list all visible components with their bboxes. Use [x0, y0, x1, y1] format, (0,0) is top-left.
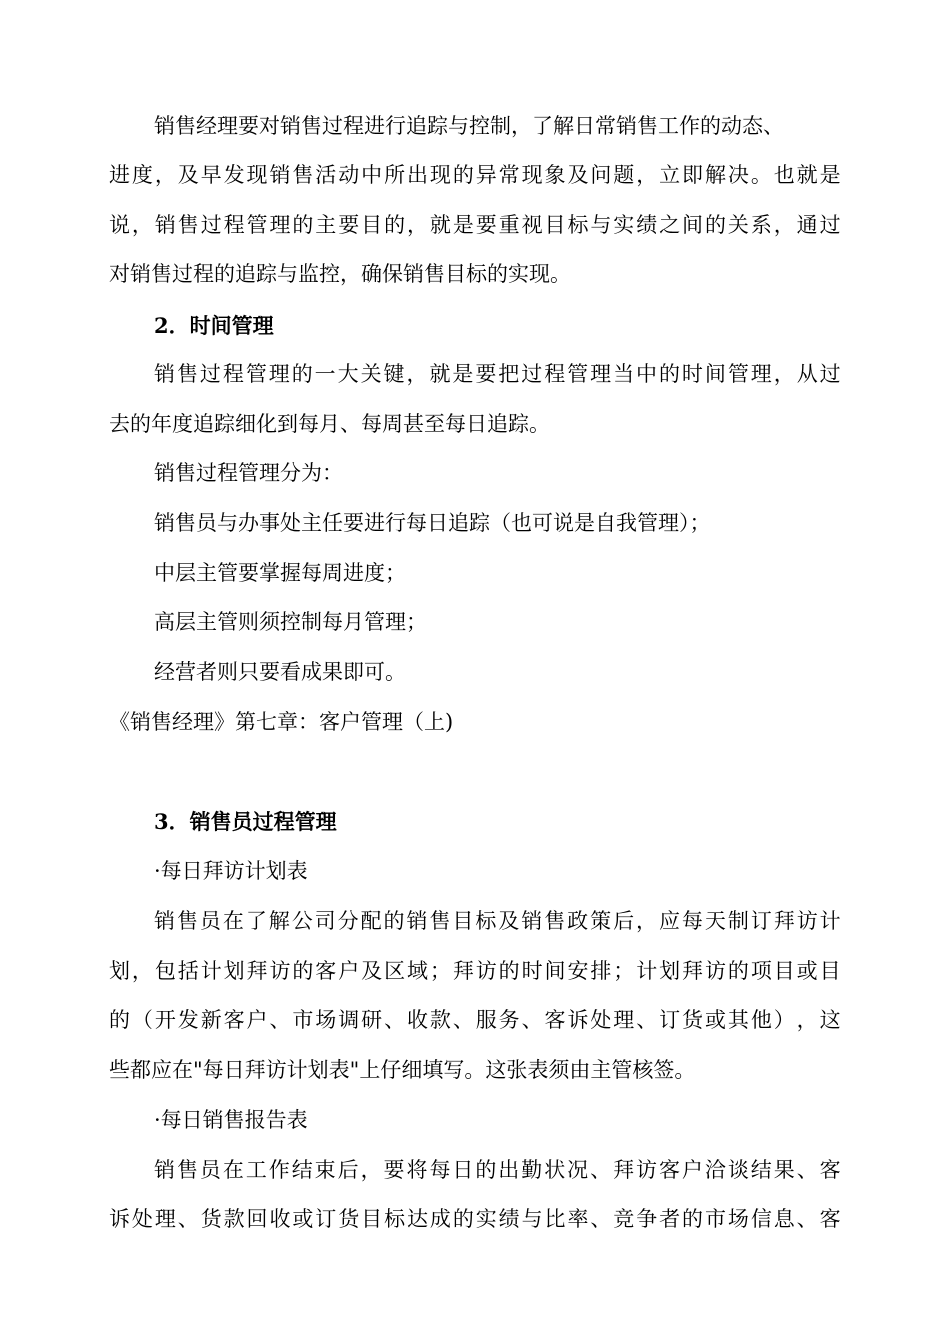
list-item: 经营者则只要看成果即可。	[154, 660, 406, 684]
list-intro: 销售过程管理分为：	[154, 461, 343, 485]
paragraph-3-line-3: 的 （ 开 发 新 客 户 、 市 场 调 研 、 收 款 、 服 务 、 客 诉 处 理 、 订 货 或 其 他 ） ， 这	[109, 1008, 841, 1032]
paragraph-4-line-1: 销 售 员 在 工 作 结 束 后 ， 要 将 每 日 的 出 勤 状 况 、 拜 访 客 户 洽 谈 结 果 、 客	[154, 1158, 841, 1182]
paragraph-3-line-4: 些都应在"每日拜访计划表"上仔细填写。这张表须由主管核签。	[109, 1058, 696, 1082]
bullet-daily-sales-report: ·每日销售报告表	[154, 1108, 308, 1132]
list-item: 高层主管则须控制每月管理；	[154, 610, 427, 634]
paragraph-2-line-1: 销 售 过 程 管 理 的 一 大 关 键 ， 就 是 要 把 过 程 管 理 当 中 的 时 间 管 理 ， 从 过	[154, 362, 841, 386]
paragraph-1-line-4: 对销售过程的追踪与监控，确保销售目标的实现。	[109, 262, 571, 286]
paragraph-1-line-1: 销售经理要对销售过程进行追踪与控制，了解日常销售工作的动态、	[154, 114, 784, 138]
paragraph-3-line-1: 销 售 员 在 了 解 公 司 分 配 的 销 售 目 标 及 销 售 政 策 后 ， 应 每 天 制 订 拜 访 计	[154, 909, 841, 933]
section-heading-salesperson-process: 3．销售员过程管理	[154, 809, 337, 834]
chapter-title: 《销售经理》第七章：客户管理（上)	[109, 710, 454, 734]
paragraph-3-line-2: 划 ， 包 括 计 划 拜 访 的 客 户 及 区 域 ； 拜 访 的 时 间 安 排 ； 计 划 拜 访 的 项 目 或 目	[109, 959, 841, 983]
paragraph-4-line-2: 诉 处 理 、 货 款 回 收 或 订 货 目 标 达 成 的 实 绩 与 比 率 、 竞 争 者 的 市 场 信 息 、 客	[109, 1207, 841, 1231]
paragraph-1-line-3: 说 ， 销 售 过 程 管 理 的 主 要 目 的 ， 就 是 要 重 视 目 标 与 实 绩 之 间 的 关 系 ， 通 过	[109, 213, 841, 237]
paragraph-1-line-2: 进 度 ， 及 早 发 现 销 售 活 动 中 所 出 现 的 异 常 现 象 及 问 题 ， 立 即 解 决 。 也 就 是	[109, 163, 841, 187]
section-heading-time-management: 2．时间管理	[154, 313, 274, 338]
list-item: 中层主管要掌握每周进度；	[154, 561, 406, 585]
list-item: 销售员与办事处主任要进行每日追踪（也可说是自我管理）；	[154, 511, 711, 535]
paragraph-2-line-2: 去的年度追踪细化到每月、每周甚至每日追踪。	[109, 412, 550, 436]
bullet-daily-visit-plan: ·每日拜访计划表	[154, 859, 308, 883]
